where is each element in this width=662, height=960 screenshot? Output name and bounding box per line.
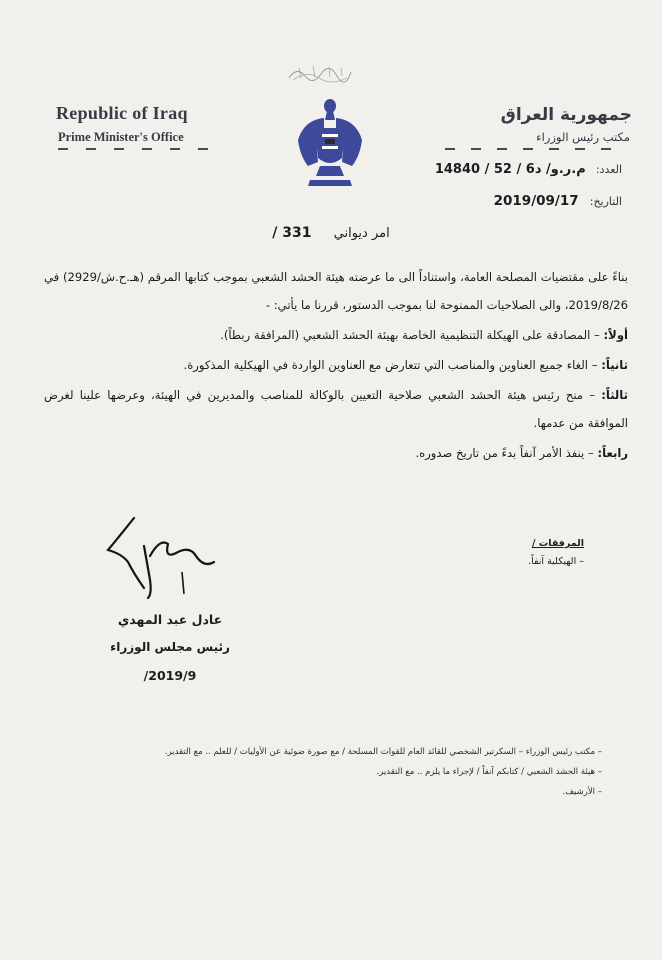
- signature-date: 2019/9/: [143, 668, 197, 683]
- reference-value: م.ر.و/ د6 / 52 / 14840: [434, 162, 586, 177]
- iraq-eagle-emblem: [294, 96, 366, 188]
- order-item-text: – المصادقة على الهيكلة التنظيمية الخاصة بهيئة الحشد الشعبي (المرافقة ربطاً).: [220, 328, 600, 342]
- order-item-2: [44, 351, 628, 379]
- order-item-label: رابعاً:: [597, 446, 628, 460]
- order-body: [44, 263, 628, 467]
- attachments-block: [528, 538, 584, 567]
- header-arabic-title: جمهورية العراق: [500, 105, 632, 125]
- attachments-title: المرفقات /: [531, 538, 584, 549]
- distribution-item: – هيئة الحشد الشعبي / كتابكم آنفاً / لإجراء ما يلزم .. مع التقدير.: [118, 762, 602, 782]
- order-item-1: [44, 321, 628, 349]
- order-item-text: – الغاء جميع العناوين والمناصب التي تتعارض مع العناوين الواردة في الهيكلية المذكورة.: [183, 358, 598, 372]
- distribution-list: [118, 742, 602, 802]
- date-value: 2019/09/17: [493, 193, 579, 209]
- signatory-name: عادل عبد المهدي: [117, 612, 223, 627]
- handwritten-signature: [104, 510, 220, 605]
- order-number: 331 /: [272, 225, 312, 241]
- reference-label: العدد:: [595, 163, 622, 176]
- reference-number: [435, 162, 622, 177]
- order-heading: [0, 225, 662, 241]
- basmala-calligraphy: [285, 62, 355, 84]
- distribution-item: – مكتب رئيس الوزراء – السكرتير الشخصي للقائد العام للقوات المسلحة / مع صورة ضوئية عن الأوليات / للعلم .. مع التقدير.: [118, 742, 602, 762]
- order-item-4: [44, 439, 628, 467]
- order-item-label: أولاً:: [603, 328, 628, 342]
- header-divider-left: [58, 148, 208, 150]
- order-item-text: – منح رئيس هيئة الحشد الشعبي صلاحية التعيين بالوكالة للمناصب والمديرين في الهيئة، وعرضها علينا لغرض الموافقة من عدمها.: [44, 388, 628, 430]
- order-intro: بناءً على مقتضيات المصلحة العامة، واستناداً الى ما عرضته هيئة الحشد الشعبي بموجب كتابها المرقم (هـ.ح.ش/2929) في 2019/8/26، والى الصلاحيات الممنوحة لنا بموجب الدستور، قررنا ما يأتي: -: [44, 270, 628, 312]
- order-item-3: [44, 381, 628, 437]
- header-arabic-subtitle: مكتب رئيس الوزراء: [536, 130, 630, 144]
- header-english-title: Republic of Iraq: [56, 103, 188, 123]
- order-title: امر ديواني: [333, 226, 390, 241]
- header-english-subtitle: Prime Minister's Office: [58, 130, 184, 144]
- date-label: التاريخ:: [589, 195, 622, 208]
- order-item-text: – ينفذ الأمر آنفاً بدءً من تاريخ صدوره.: [415, 446, 594, 460]
- order-item-label: ثالثاً:: [601, 388, 628, 402]
- header-divider-right: [445, 148, 625, 150]
- distribution-item: – الأرشيف.: [118, 782, 602, 802]
- signatory-title: رئيس مجلس الوزراء: [110, 640, 230, 654]
- document-date: [494, 190, 622, 209]
- order-item-label: ثانياً:: [601, 358, 628, 372]
- attachments-item: – الهيكلية آنفاً.: [528, 556, 584, 567]
